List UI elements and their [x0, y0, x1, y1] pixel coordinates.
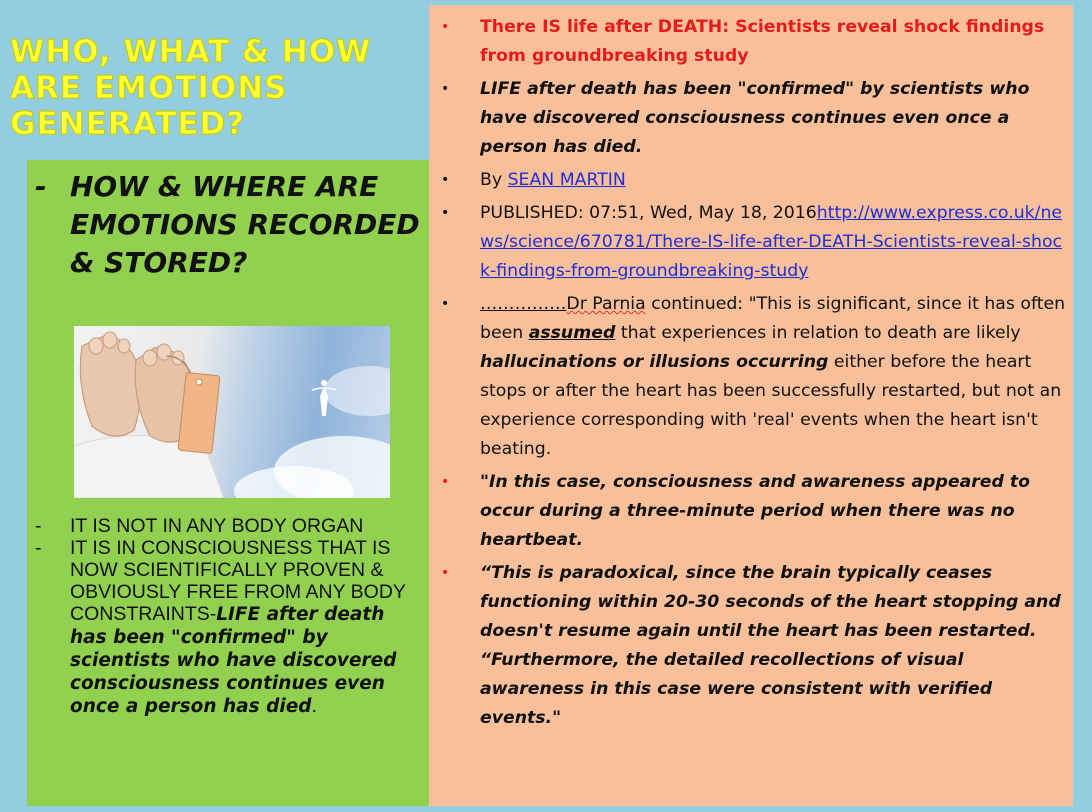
- right-panel: [429, 5, 1073, 806]
- quote-dots: ……………: [480, 294, 567, 314]
- left-panel: [27, 160, 429, 806]
- slide-title: WHO, WHAT & HOW ARE EMOTIONS GENERATED?: [10, 34, 372, 142]
- published-date: PUBLISHED: 07:51, Wed, May 18, 2016: [480, 203, 817, 223]
- quote2-item: [429, 468, 1069, 555]
- quote3: “This is paradoxical, since the brain typically ceases functioning within 20-30 seconds of the heart stopping and doesn't resume again until the heart has been restarted. “Furthermore, the detailed recollections of visual awareness in this case were consistent with verified events.": [480, 563, 1061, 728]
- article-bullets: [429, 13, 1069, 737]
- assumed-word: assumed: [528, 323, 616, 343]
- bullet-icon: •: [441, 474, 450, 490]
- quote3-item: [429, 559, 1069, 733]
- headline-item: [429, 13, 1069, 71]
- bullet-icon: •: [441, 19, 450, 35]
- heading-dash: -: [35, 170, 47, 203]
- left-bullet-organ: [27, 515, 422, 537]
- bullet-text: IT IS IN CONSCIOUSNESS THAT IS NOW SCIENTIFICALLY PROVEN & OBVIOUSLY FREE FROM ANY BODY CONSTRAINTS-: [70, 537, 406, 625]
- dr-parnia-name: Dr Parnia: [566, 294, 646, 314]
- published-item: [429, 199, 1069, 286]
- quote2: "In this case, consciousness and awareness appeared to occur during a three-minute period when there was no heartbeat.: [480, 472, 1031, 550]
- bullet-icon: •: [441, 296, 450, 312]
- author-link[interactable]: SEAN MARTIN: [507, 170, 626, 190]
- quote1-part2: that experiences in relation to death are likely: [615, 323, 1021, 343]
- bullet-text: IT IS NOT IN ANY BODY ORGAN: [70, 515, 364, 537]
- bullet-bold-text: LIFE after death has been "confirmed" by scientists who have discovered consciousness continues even once a person has died: [70, 604, 397, 717]
- byline-prefix: By: [480, 170, 508, 190]
- byline-item: [429, 166, 1069, 195]
- article-url-link[interactable]: http://www.express.co.uk/news/science/670781/There-IS-life-after-DEATH-Scientists-reveal-shock-findings-from-groundbreaking-study: [480, 203, 1063, 281]
- bullet-icon: •: [441, 81, 450, 97]
- headline: There IS life after DEATH: Scientists reveal shock findings from groundbreaking study: [480, 17, 1045, 66]
- subhead: LIFE after death has been "confirmed" by scientists who have discovered consciousness continues even once a person has died.: [480, 79, 1030, 157]
- heading-text: HOW & WHERE ARE EMOTIONS RECORDED & STORED?: [70, 170, 420, 279]
- left-bullets: [27, 515, 422, 718]
- quote1-item: [429, 290, 1069, 464]
- bullet-dash: -: [35, 515, 42, 537]
- bullet-tail: .: [311, 695, 317, 717]
- bullet-icon: •: [441, 565, 450, 581]
- subhead-item: [429, 75, 1069, 162]
- bullet-dash: -: [35, 537, 42, 559]
- bullet-icon: •: [441, 172, 450, 188]
- quote1-part1: continued: "This is significant, since it has often been: [480, 294, 1066, 343]
- hallucinations-phrase: hallucinations or illusions occurring: [480, 352, 829, 372]
- left-bullet-consciousness: [27, 537, 422, 718]
- bullet-icon: •: [441, 205, 450, 221]
- quote1-part3: either before the heart stops or after the heart has been successfully restarted, but not an experience corresponding with 'real' events when the heart isn't beating.: [480, 352, 1062, 459]
- feet-illustration-icon: [74, 326, 390, 498]
- toe-tag-image: [74, 326, 390, 498]
